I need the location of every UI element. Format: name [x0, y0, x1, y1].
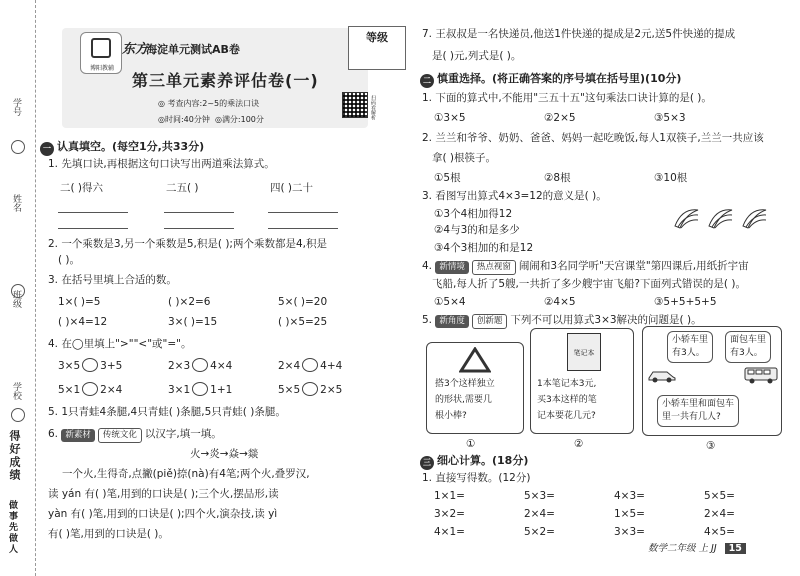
grade-box	[348, 26, 406, 70]
q1-c: 四( )二十	[270, 182, 314, 194]
van-icon	[743, 365, 779, 385]
q7-line1: 7. 王叔叔是一名快递员,他送1件快递的提成是2元,送5件快递的提成	[422, 28, 736, 40]
q4-compare: 3×1 1+1	[168, 384, 233, 396]
c4-line1: 4. 新情境 热点视窗 闹闹和3名同学听"天宫课堂"第四课后,用纸折宇宙	[422, 258, 749, 275]
grade-label: 等级	[366, 31, 388, 44]
footer-text: 数学二年级 上 JJ	[648, 543, 717, 554]
option-mark: ②	[574, 438, 584, 450]
q6-line1: 一个火,生得奇,点撇(piě)捺(nà)有4笔;两个火,叠罗汉,	[62, 468, 310, 480]
q1-b: 二五( )	[166, 182, 199, 194]
scope-text: ◎ 考查内容:2~5的乘法口诀	[158, 99, 260, 108]
calc-item[interactable]: 5×5=	[704, 490, 735, 502]
student-id-label: 学号	[11, 98, 21, 116]
punch-hole	[11, 284, 25, 298]
q3-cell: 1×( )=5	[58, 296, 101, 308]
q4-compare: 5×1 2×4	[58, 384, 123, 396]
q5: 5. 1只青蛙4条腿,4只青蛙( )条腿,5只青蛙( )条腿。	[48, 406, 286, 418]
punch-hole	[11, 140, 25, 154]
compare-circle[interactable]	[82, 358, 98, 372]
school-label: 学校	[11, 382, 21, 400]
option-card-2[interactable]	[530, 328, 634, 434]
calc-item[interactable]: 2×4=	[704, 508, 735, 520]
option[interactable]: ②8根	[544, 172, 571, 184]
car-icon	[647, 367, 677, 383]
q1-a: 二( )得六	[60, 182, 104, 194]
c5-stem: 5. 新角度 创新题 下列不可以用算式3×3解决的问题是( )。	[422, 312, 702, 329]
q3-cell: ( )×2=6	[168, 296, 211, 308]
answer-line[interactable]	[58, 228, 128, 229]
compare-circle[interactable]	[302, 358, 318, 372]
option[interactable]: ①3个4相加得12	[434, 208, 513, 220]
page-title: 第三单元素养评估卷(一)	[132, 71, 319, 90]
card-text: 记本要花几元?	[537, 411, 596, 421]
option[interactable]: ①5根	[434, 172, 461, 184]
calc-item[interactable]: 5×3=	[524, 490, 555, 502]
answer-line[interactable]	[268, 228, 338, 229]
q4-stem: 4. 在◯里填上">""<"或"="。	[48, 338, 192, 350]
compare-circle[interactable]	[192, 382, 208, 396]
q7-line2: 是( )元,列式是( )。	[432, 50, 522, 62]
calc-item[interactable]: 2×4=	[524, 508, 555, 520]
q4-compare: 3×5 3+5	[58, 360, 123, 372]
option[interactable]: ①3×5	[434, 112, 466, 124]
compare-circle[interactable]	[192, 358, 208, 372]
q4-compare: 5×5 2×5	[278, 384, 343, 396]
option[interactable]: ②4与3的和是多少	[434, 224, 520, 236]
k1-stem: 1. 直接写得数。(12分)	[422, 472, 531, 484]
q6-line4: 有( )笔,用到的口诀是( )。	[48, 528, 169, 540]
option-card-1[interactable]	[426, 342, 524, 434]
section-2-heading: 二 慎重选择。(将正确答案的序号填在括号里)(10分)	[420, 70, 681, 88]
card-text: 买3本这样的笔	[537, 395, 597, 405]
q2-line1: 2. 一个乘数是3,另一个乘数是5,积是( );两个乘数都是4,积是	[48, 238, 327, 250]
q3-cell: ( )×4=12	[58, 316, 108, 328]
page-number: 15	[725, 543, 746, 554]
answer-line[interactable]	[164, 228, 234, 229]
c4-line2: 飞船,每人折了5艘,一共折了多少艘宇宙飞船?下面列式错误的是( )。	[432, 278, 746, 290]
series-name: 海淀单元测试AB卷	[146, 43, 240, 56]
card-text: 1本笔记本3元,	[537, 379, 597, 389]
compare-circle[interactable]	[302, 382, 318, 396]
question-bubble: 小轿车里和面包车 里一共有几人?	[657, 395, 739, 427]
q6-line2: 读 yán 有( )笔,用到的口诀是( );三个火,摆品形,读	[48, 488, 279, 500]
option[interactable]: ③5×3	[654, 112, 686, 124]
option[interactable]: ③5+5+5+5	[654, 296, 717, 308]
time-score-text: ◎时间:40分钟 ◎满分:100分	[158, 115, 264, 124]
title-banner	[62, 28, 368, 128]
option[interactable]: ②2×5	[544, 112, 576, 124]
banana-bunch-icon	[706, 206, 734, 230]
qr-caption: 扫码看解析	[370, 95, 376, 120]
answer-line[interactable]	[58, 212, 128, 213]
calc-item[interactable]: 3×2=	[434, 508, 465, 520]
punch-hole	[11, 408, 25, 422]
q3-cell: ( )×5=25	[278, 316, 328, 328]
right-page	[420, 0, 792, 576]
calc-item[interactable]: 1×5=	[614, 508, 645, 520]
publisher-logo	[80, 32, 122, 74]
brand-name: 东方	[122, 42, 149, 57]
calc-item[interactable]: 4×5=	[704, 526, 735, 538]
calc-item[interactable]: 1×1=	[434, 490, 465, 502]
q6-chain: 火→炎→焱→燚	[190, 448, 259, 460]
banana-bunch-icon	[740, 206, 768, 230]
q3-stem: 3. 在括号里填上合适的数。	[48, 274, 177, 286]
option-mark: ①	[466, 438, 476, 450]
q2-line2: ( )。	[58, 254, 81, 266]
class-label: 班级	[11, 290, 21, 308]
q3-cell: 5×( )=20	[278, 296, 328, 308]
section-1-heading: 一 认真填空。(每空1分,共33分)	[40, 138, 204, 156]
c3-stem: 3. 看图写出算式4×3=12的意义是( )。	[422, 190, 607, 202]
speech-bubble: 面包车里 有3人。	[725, 331, 771, 363]
section-3-heading: 三 细心计算。(18分)	[420, 452, 528, 470]
option[interactable]: ②4×5	[544, 296, 576, 308]
left-page	[40, 0, 406, 576]
page-footer	[648, 540, 746, 554]
strip-motto: 做事先做人	[7, 500, 17, 555]
card-text: 搭3个这样独立	[435, 379, 495, 389]
calc-item[interactable]: 3×3=	[614, 526, 645, 538]
calc-item[interactable]: 4×1=	[434, 526, 465, 538]
name-label: 姓名	[11, 194, 21, 212]
logo-icon	[91, 38, 111, 58]
c1-stem: 1. 下面的算式中,不能用"三五十五"这句乘法口诀计算的是( )。	[422, 92, 712, 104]
q1-stem: 1. 先填口诀,再根据这句口诀写出两道乘法算式。	[48, 158, 275, 170]
notebook-icon: 笔记本	[567, 333, 601, 371]
q4-compare: 2×3 4×4	[168, 360, 233, 372]
qr-code	[342, 92, 368, 118]
compare-circle[interactable]	[82, 382, 98, 396]
q4-compare: 2×4 4+4	[278, 360, 343, 372]
c2-line1: 2. 兰兰和爷爷、奶奶、爸爸、妈妈一起吃晚饭,每人1双筷子,兰兰一共应该	[422, 132, 764, 144]
option-card-3[interactable]	[642, 326, 782, 436]
q6-line3: yàn 有( )笔,用到的口诀是( );四个火,演杂技,读 yì	[48, 508, 278, 520]
option[interactable]: ③4个3相加的和是12	[434, 242, 534, 254]
q3-cell: 3×( )=15	[168, 316, 218, 328]
card-text: 的形状,需要几	[435, 395, 492, 405]
binding-strip	[0, 0, 36, 576]
option[interactable]: ①5×4	[434, 296, 466, 308]
answer-line[interactable]	[268, 212, 338, 213]
logo-caption: 博阳教辅	[89, 65, 114, 72]
answer-line[interactable]	[164, 212, 234, 213]
option[interactable]: ③10根	[654, 172, 688, 184]
strip-motto-reverse: 得好成绩	[8, 430, 21, 482]
q6-stem: 6. 新素材 传统文化 以汉字,填一填。	[48, 426, 222, 443]
calc-item[interactable]: 4×3=	[614, 490, 645, 502]
banana-bunch-icon	[672, 206, 700, 230]
triangle-sticks-icon	[459, 347, 491, 373]
speech-bubble: 小轿车里 有3人。	[667, 331, 713, 363]
calc-item[interactable]: 5×2=	[524, 526, 555, 538]
c2-line2: 拿( )根筷子。	[432, 152, 497, 164]
card-text: 根小棒?	[435, 411, 467, 421]
option-mark: ③	[706, 440, 716, 452]
